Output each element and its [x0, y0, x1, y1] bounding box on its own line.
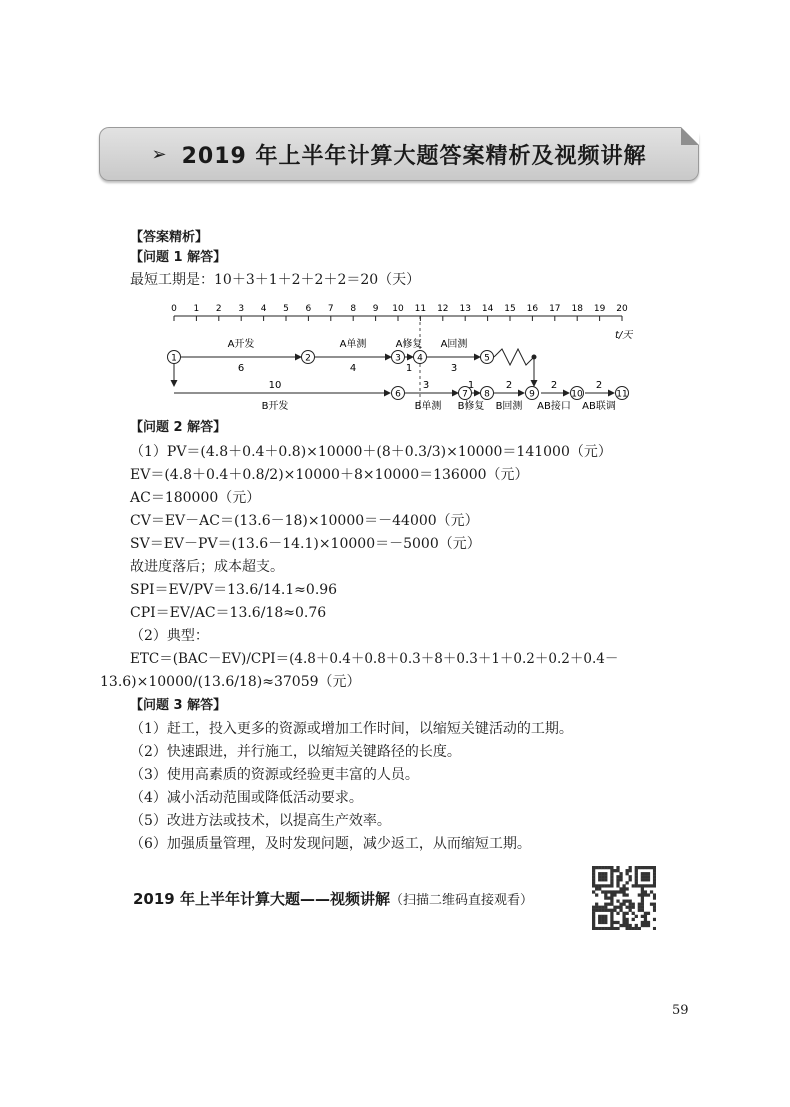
node-7: 7: [462, 389, 468, 400]
axis-tick-label: 4: [260, 304, 267, 314]
page-number: 59: [672, 1003, 689, 1018]
q3-line: （4）减小活动范围或降低活动要求。: [130, 790, 363, 806]
node-4: 4: [417, 353, 423, 364]
q2-line: EV＝(4.8＋0.4＋0.8/2)×10000＋8×10000＝136000（元）: [130, 467, 529, 483]
axis-tick-label: 15: [504, 304, 516, 314]
label-b-retest: B回测: [495, 401, 523, 412]
q2-line: ETC＝(BAC－EV)/CPI＝(4.8＋0.4＋0.8＋0.3＋8＋0.3＋1＋0.2＋0.2＋0.4－: [130, 651, 619, 667]
axis-tick-label: 13: [459, 304, 471, 314]
label-b-unit: B单测: [414, 401, 442, 412]
q2-line: AC＝180000（元）: [130, 490, 261, 506]
q2-line: SV＝EV－PV＝(13.6－14.1)×10000＝－5000（元）: [130, 536, 481, 552]
axis-tick-label: 1: [193, 304, 200, 314]
q3-line: （2）快速跟进，并行施工，以缩短关键路径的长度。: [130, 744, 461, 760]
q2-line: CV＝EV－AC＝(13.6－18)×10000＝－44000（元）: [130, 513, 479, 529]
q3-line: （6）加强质量管理，及时发现问题，减少返工，从而缩短工期。: [130, 836, 531, 852]
duration-a-unit: 4: [349, 363, 357, 374]
section-banner: [99, 127, 699, 181]
arrow-bullet-icon: ➢: [151, 143, 168, 165]
label-ab-interface: AB接口: [537, 401, 571, 412]
axis-tick-label: 5: [283, 304, 289, 314]
label-a-dev: A开发: [227, 339, 255, 350]
axis-tick-label: 8: [350, 304, 357, 314]
axis-unit-label: t/天: [615, 330, 633, 341]
axis-tick-label: 3: [238, 304, 245, 314]
duration-b-retest: 2: [505, 380, 513, 391]
shortest-duration: 最短工期是：10＋3＋1＋2＋2＋2＝20（天）: [130, 272, 421, 288]
axis-tick-label: 6: [305, 304, 312, 314]
time-scaled-network-diagram: [160, 300, 640, 418]
q2-line: CPI＝EV/AC＝13.6/18≈0.76: [130, 605, 327, 621]
q3-line: （3）使用高素质的资源或经验更丰富的人员。: [130, 767, 419, 783]
node-9: 9: [529, 389, 535, 400]
node-2: 2: [305, 353, 311, 364]
axis-tick-label: 16: [526, 304, 539, 314]
q3-line: （1）赶工，投入更多的资源或增加工作时间，以缩短关键活动的工期。: [130, 721, 573, 737]
axis-tick-label: 12: [437, 304, 449, 314]
axis-tick-label: 2: [215, 304, 222, 314]
duration-a-dev: 6: [237, 363, 245, 374]
duration-ab-joint: 2: [595, 380, 603, 391]
question-3-heading: 【问题 3 解答】: [130, 698, 227, 713]
banner-title: 2019 年上半年计算大题答案精析及视频讲解: [181, 143, 647, 169]
duration-b-fix: 1: [467, 380, 475, 391]
node-8: 8: [484, 389, 490, 400]
page-fold-corner: [681, 127, 699, 145]
axis-tick-label: 11: [414, 304, 427, 314]
video-lecture-heading: [133, 888, 533, 909]
duration-ab-interface: 2: [550, 380, 558, 391]
axis-tick-label: 10: [392, 304, 404, 314]
axis-tick-label: 19: [593, 304, 606, 314]
duration-b-dev: 10: [268, 380, 282, 391]
question-1-heading: 【问题 1 解答】: [130, 250, 227, 265]
banner-title-row: [100, 128, 698, 180]
q2-line: （1）PV＝(4.8＋0.4＋0.8)×10000＋(8＋0.3/3)×10000＝141000（元）: [130, 444, 612, 460]
video-title: 2019 年上半年计算大题——视频讲解: [133, 890, 390, 908]
node-1: 1: [171, 353, 177, 364]
node-6: 6: [395, 389, 401, 400]
axis-tick-label: 0: [171, 304, 177, 314]
axis-tick-label: 18: [571, 304, 583, 314]
label-b-fix: B修复: [457, 401, 485, 412]
q2-line: SPI＝EV/PV＝13.6/14.1≈0.96: [130, 582, 338, 598]
axis-tick-label: 17: [549, 304, 561, 314]
axis-tick-label: 7: [327, 304, 334, 314]
node-10: 10: [571, 389, 583, 400]
q2-line: 13.6)×10000/(13.6/18)≈37059（元）: [100, 674, 361, 690]
free-float-wave: [494, 349, 534, 365]
axis-tick-label: 9: [372, 304, 379, 314]
q3-line: （5）改进方法或技术，以提高生产效率。: [130, 813, 391, 829]
video-scan-note: （扫描二维码直接观看）: [389, 893, 533, 908]
duration-a-fix: 1: [405, 363, 413, 374]
duration-a-retest: 3: [450, 363, 458, 374]
answer-analysis-heading: 【答案精析】: [130, 230, 209, 245]
node-11: 11: [616, 389, 628, 400]
node-3: 3: [395, 353, 401, 364]
axis-tick-label: 14: [481, 304, 494, 314]
label-b-dev: B开发: [261, 401, 289, 412]
axis-tick-label: 20: [616, 304, 628, 314]
label-a-fix: A修复: [395, 339, 423, 350]
q2-line: （2）典型：: [130, 628, 209, 644]
q2-line: 故进度落后；成本超支。: [130, 559, 284, 575]
label-ab-joint: AB联调: [582, 401, 616, 412]
question-2-heading: 【问题 2 解答】: [130, 420, 227, 435]
node-5: 5: [484, 353, 490, 364]
qr-code-icon[interactable]: [592, 866, 656, 930]
duration-b-unit: 3: [422, 380, 430, 391]
label-a-unit: A单测: [339, 339, 367, 350]
label-a-retest: A回测: [440, 339, 468, 350]
